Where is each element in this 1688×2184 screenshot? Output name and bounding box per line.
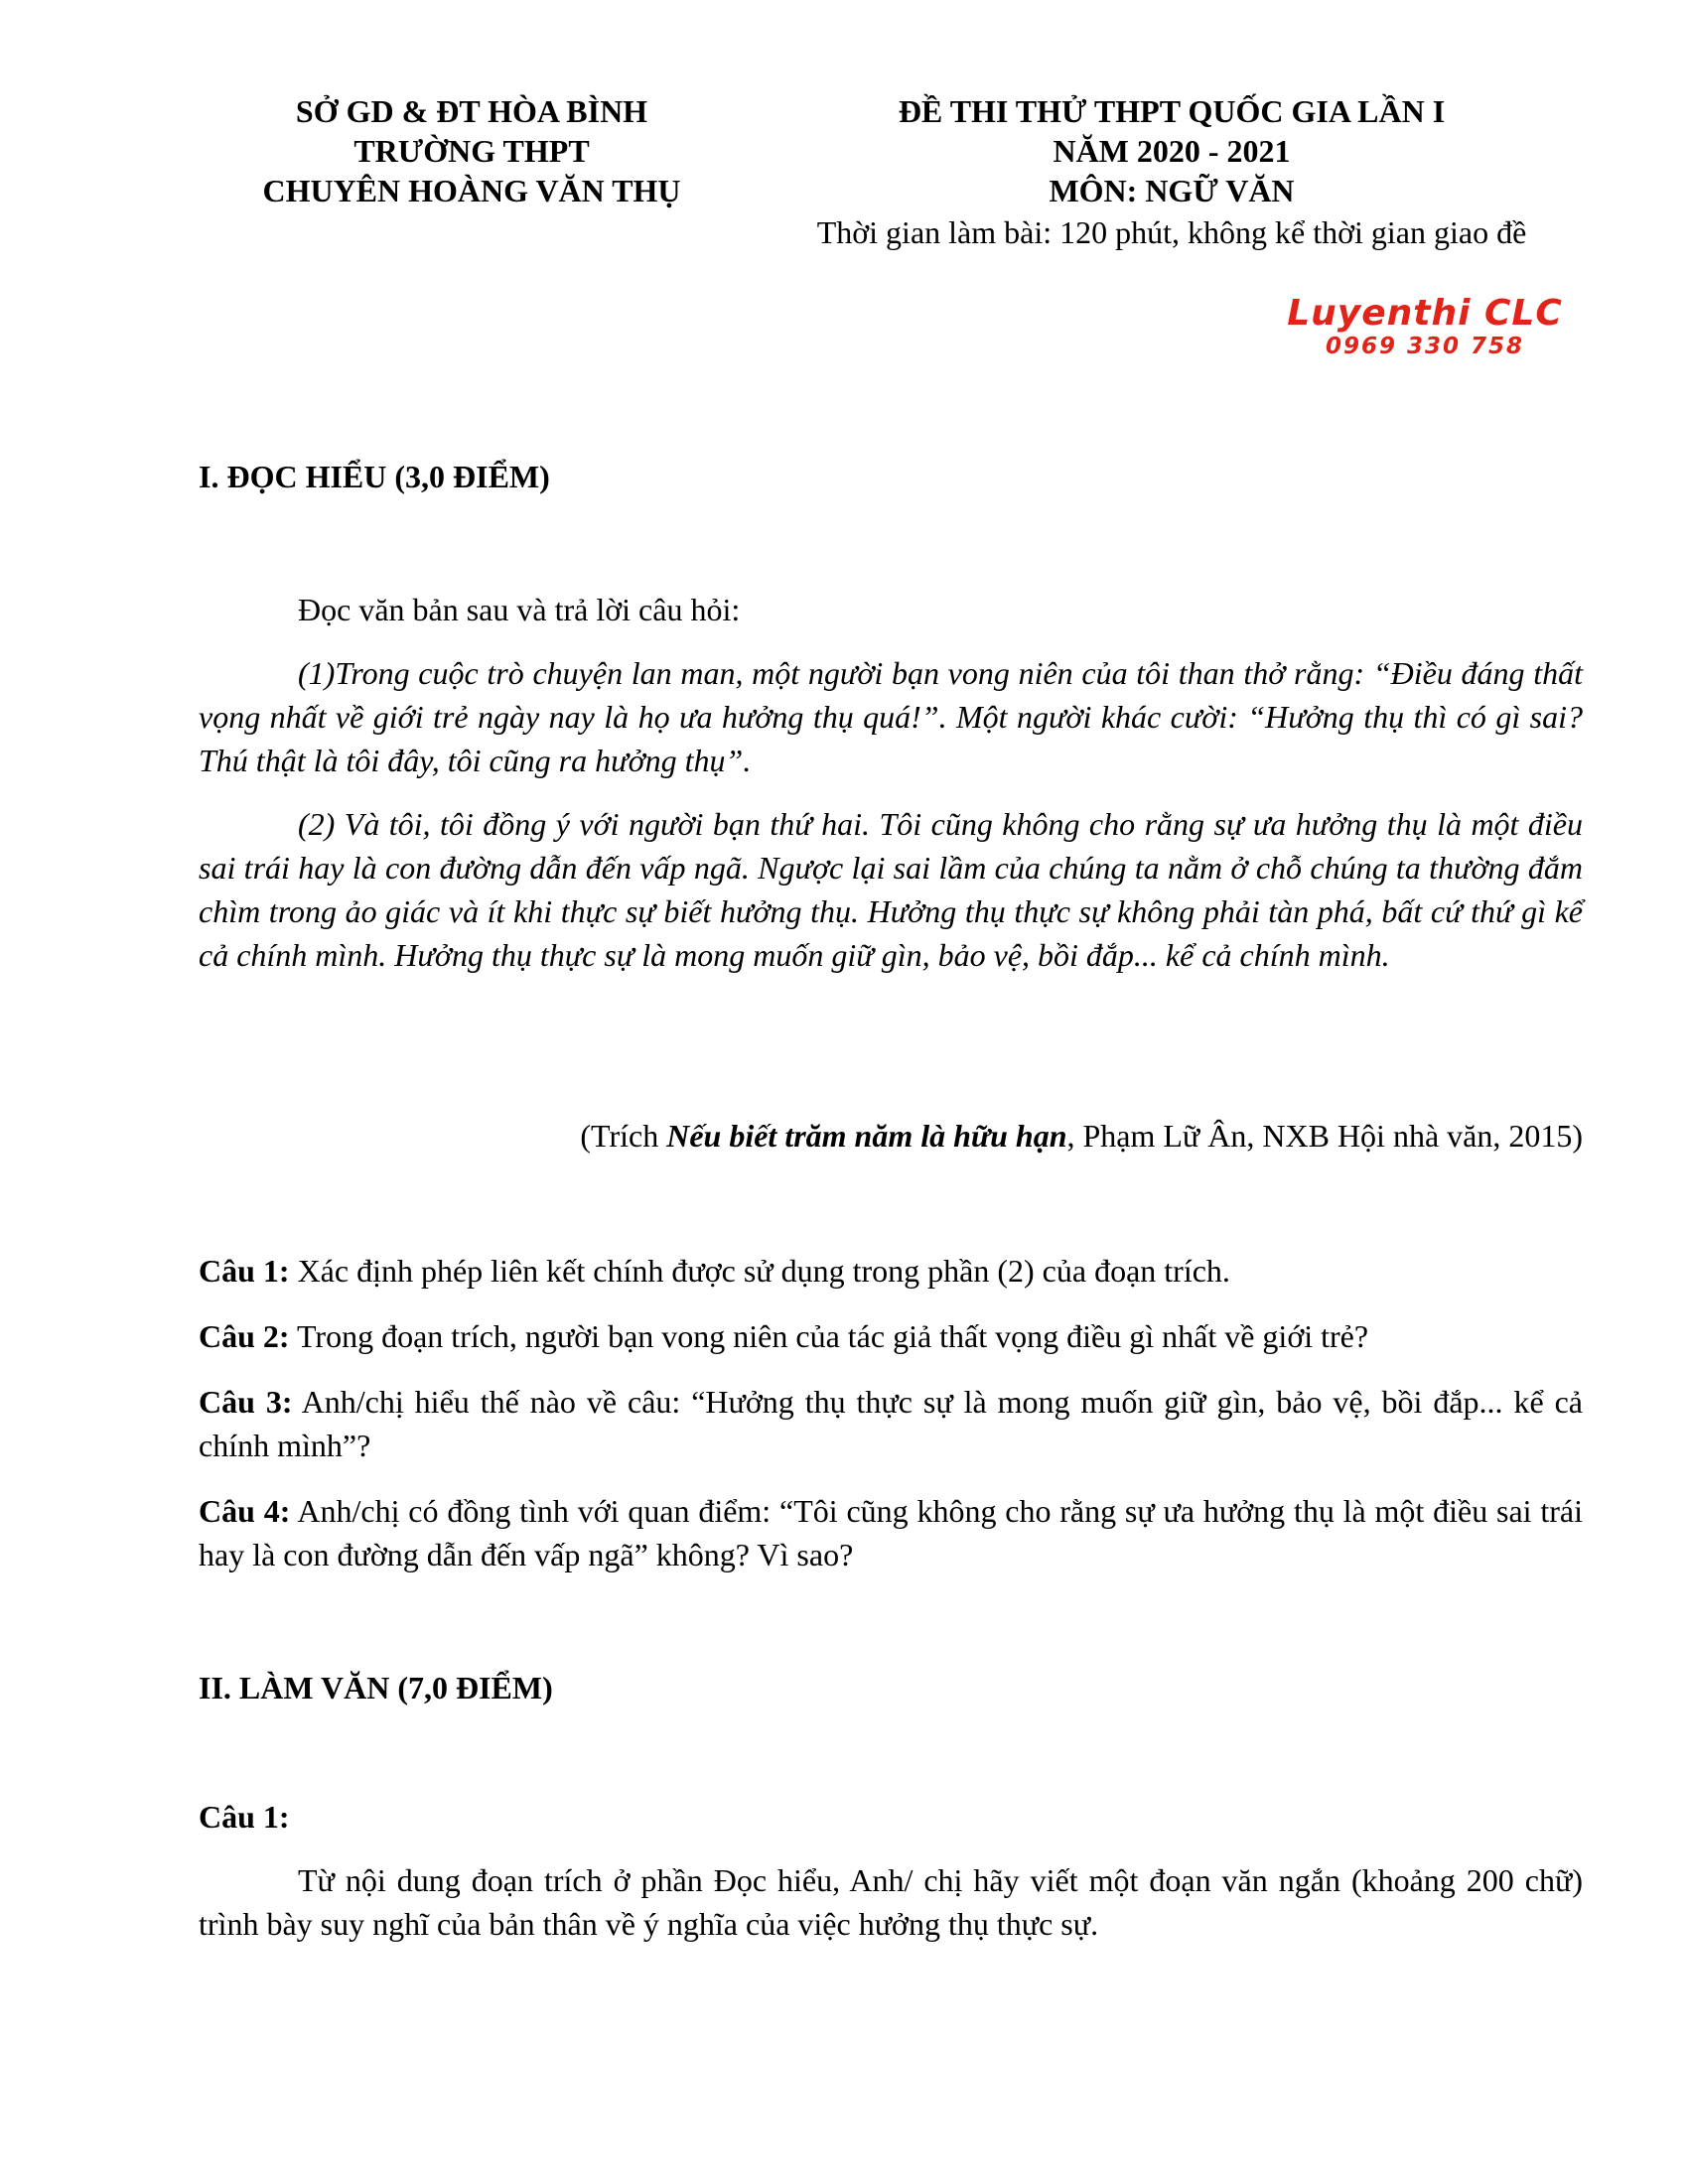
passage-paragraph-2: (2) Và tôi, tôi đồng ý với người bạn thứ hai. Tôi cũng không cho rằng sự ưa hưởng thụ là một điều sai trái hay là con đường dẫn đến vấp ngã. Ngược lại sai lầm của chúng ta nằm ở chỗ chúng ta thường đắm chìm trong ảo giác và ít khi thực sự biết hưởng thụ. Hưởng thụ thực sự không phải tàn phá, bất cứ thứ gì kể cả chính mình. Hưởng thụ thực sự là mong muốn giữ gìn, bảo vệ, bồi đắp... kể cả chính mình.	[199, 806, 1583, 973]
source-title: Nếu biết trăm năm là hữu hạn	[666, 1118, 1067, 1154]
brand-phone: 0969 330 758	[1325, 334, 1525, 359]
essay-question-label: Câu 1:	[199, 1799, 290, 1835]
section2-heading: II. LÀM VĂN (7,0 ĐIỂM)	[199, 1670, 553, 1706]
question-1	[199, 1249, 1583, 1293]
section1-title	[199, 455, 1583, 498]
school-name-line1: TRƯỜNG THPT	[353, 133, 590, 169]
exam-time: Thời gian làm bài: 120 phút, không kể thời gian giao đề	[816, 214, 1527, 250]
exam-title: ĐỀ THI THỬ THPT QUỐC GIA LẦN I	[898, 93, 1446, 129]
section1-heading: I. ĐỌC HIỂU (3,0 ĐIỂM)	[199, 459, 550, 494]
passage-source	[199, 1114, 1583, 1158]
passage-paragraph-1: (1)Trong cuộc trò chuyện lan man, một người bạn vong niên của tôi than thở rằng: “Điều đáng thất vọng nhất về giới trẻ ngày nay là họ ưa hưởng thụ quá!”. Một người khác cười: “Hưởng thụ thì có gì sai? Thú thật là tôi đây, tôi cũng ra hưởng thụ”.	[199, 655, 1583, 778]
question-label: Câu 2:	[199, 1318, 290, 1354]
questions-list	[199, 1249, 1583, 1576]
essay-question-text: Từ nội dung đoạn trích ở phần Đọc hiểu, Anh/ chị hãy viết một đoạn văn ngắn (khoảng 200 chữ) trình bày suy nghĩ của bản thân về ý nghĩa của việc hưởng thụ thực sự.	[199, 1862, 1583, 1942]
school-header	[213, 91, 730, 210]
question-text: Xác định phép liên kết chính được sử dụng trong phần (2) của đoạn trích.	[289, 1253, 1230, 1289]
source-suffix: , Phạm Lữ Ân, NXB Hội nhà văn, 2015)	[1066, 1118, 1583, 1154]
essay-question-1-body	[199, 1858, 1583, 1946]
instruction: Đọc văn bản sau và trả lời câu hỏi:	[298, 592, 741, 627]
question-4	[199, 1489, 1583, 1576]
question-text: Anh/chị hiểu thế nào về câu: “Hưởng thụ thực sự là mong muốn giữ gìn, bảo vệ, bồi đắp... kể cả chính mình”?	[199, 1384, 1584, 1463]
question-text: Trong đoạn trích, người bạn vong niên của tác giả thất vọng điều gì nhất về giới trẻ?	[289, 1318, 1369, 1354]
department-name: SỞ GD & ĐT HÒA BÌNH	[295, 93, 648, 129]
question-label: Câu 3:	[199, 1384, 293, 1420]
exam-header	[755, 91, 1589, 252]
question-label: Câu 4:	[199, 1493, 291, 1529]
school-name-line2: CHUYÊN HOÀNG VĂN THỤ	[262, 173, 681, 208]
question-text: Anh/chị có đồng tình với quan điểm: “Tôi cũng không cho rằng sự ưa hưởng thụ là một điều sai trái hay là con đường dẫn đến vấp ngã” không? Vì sao?	[199, 1493, 1584, 1572]
brand-name: Luyenthi CLC	[1287, 293, 1563, 334]
question-3	[199, 1380, 1583, 1467]
exam-year: NĂM 2020 - 2021	[1053, 133, 1291, 169]
exam-subject: MÔN: NGỮ VĂN	[1049, 173, 1295, 208]
brand-watermark	[1261, 294, 1589, 359]
reading-passage	[199, 588, 1583, 977]
essay-question-1	[199, 1795, 1583, 1839]
source-prefix: (Trích	[580, 1118, 667, 1154]
question-2	[199, 1314, 1583, 1358]
source-line	[199, 1114, 1583, 1158]
section2-title	[199, 1666, 1583, 1709]
question-label: Câu 1:	[199, 1253, 290, 1289]
